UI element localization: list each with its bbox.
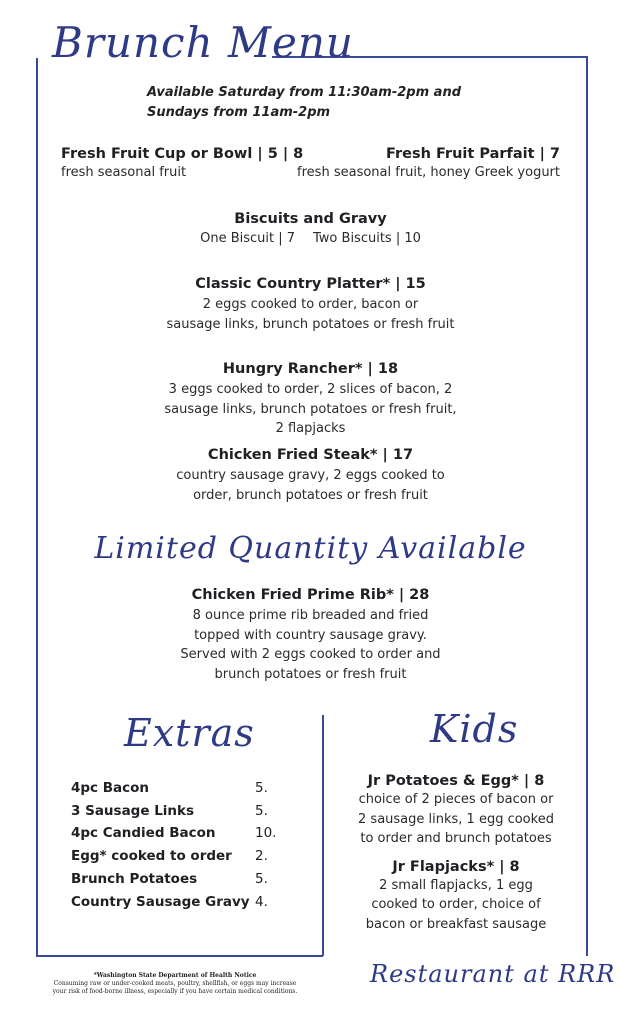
item-desc-rancher [0,380,621,439]
desc-line: 2 small flapjacks, 1 egg [379,877,533,893]
extras-price: 5. [255,780,268,796]
item-desc-parfait: fresh seasonal fruit, honey Greek yogurt [297,165,560,180]
item-desc-platter [0,295,621,334]
biscuit-option: One Biscuit | 7 [200,231,296,246]
border-left [36,58,38,956]
desc-line: Served with 2 eggs cooked to order and [180,647,441,662]
item-title-platter: Classic Country Platter* | 15 [195,276,426,292]
availability-line: Available Saturday from 11:30am-2pm and [147,85,461,100]
kids-item-desc [325,790,587,849]
item-title-cfs: Chicken Fried Steak* | 17 [207,447,414,463]
item-title-fruit-cup: Fresh Fruit Cup or Bowl | 5 | 8 [61,146,304,162]
divider-extras-kids [322,715,324,956]
extras-name: 3 Sausage Links [71,803,195,819]
extras-name: 4pc Bacon [71,780,150,796]
desc-line: order, brunch potatoes or fresh fruit [193,487,428,503]
extras-name: Egg* cooked to order [71,848,232,864]
desc-line: choice of 2 pieces of bacon or [358,792,554,807]
extras-name: Country Sausage Gravy [71,894,250,910]
item-title-parfait: Fresh Fruit Parfait | 7 [385,146,560,162]
item-title-rancher: Hungry Rancher* | 18 [222,361,399,377]
health-notice [50,972,300,996]
desc-line: to order and brunch potatoes [360,831,552,846]
desc-line: sausage links, brunch potatoes or fresh fruit [166,316,455,332]
extras-heading: Extras [124,711,255,755]
desc-line: 8 ounce prime rib breaded and fried [192,608,429,623]
biscuit-option: Two Biscuits | 10 [313,231,421,246]
extras-price: 10. [255,825,277,841]
extras-price: 5. [255,871,268,887]
extras-price: 5. [255,803,268,819]
kids-heading: Kids [430,707,519,751]
limited-heading: Limited Quantity Available [94,531,527,566]
item-desc-fruit-cup: fresh seasonal fruit [61,165,187,180]
desc-line: brunch potatoes or fresh fruit [214,666,407,682]
notice-line: your risk of food-borne illness, especially if you have certain medical conditions. [52,988,298,995]
kids-item-title: Jr Potatoes & Egg* | 8 [367,773,545,789]
availability-line: Sundays from 11am-2pm [147,105,331,120]
item-desc-prime-rib [0,606,621,684]
desc-line: sausage links, brunch potatoes or fresh fruit, [164,401,457,417]
item-desc-biscuits [0,229,621,249]
restaurant-brand: Restaurant at RRR [370,960,616,988]
extras-price: 2. [255,848,268,864]
menu-title: Brunch Menu [52,18,354,67]
kids-item-desc [325,876,587,935]
desc-line: topped with country sausage gravy. [194,627,427,643]
extras-price: 4. [255,894,268,910]
desc-line: country sausage gravy, 2 eggs cooked to [176,468,445,483]
notice-title: *Washington State Department of Health Notice [93,972,257,979]
desc-line: cooked to order, choice of [371,897,541,912]
extras-name: 4pc Candied Bacon [71,825,216,841]
desc-line: 2 flapjacks [275,421,346,436]
item-title-prime-rib: Chicken Fried Prime Rib* | 28 [191,587,430,603]
kids-item-title: Jr Flapjacks* | 8 [392,858,520,875]
item-title-biscuits: Biscuits and Gravy [234,211,387,227]
item-desc-cfs [0,466,621,505]
kids-column [325,773,587,934]
desc-line: 2 sausage links, 1 egg cooked [358,811,554,827]
notice-line: Consuming raw or under-cooked meats, poultry, shellfish, or eggs may increase [53,980,297,987]
desc-line: 2 eggs cooked to order, bacon or [202,297,419,312]
desc-line: bacon or breakfast sausage [365,916,547,932]
availability-text [147,83,461,123]
border-bottom-left [36,955,323,957]
extras-name: Brunch Potatoes [71,871,198,887]
desc-line: 3 eggs cooked to order, 2 slices of bacon, 2 [168,382,453,397]
